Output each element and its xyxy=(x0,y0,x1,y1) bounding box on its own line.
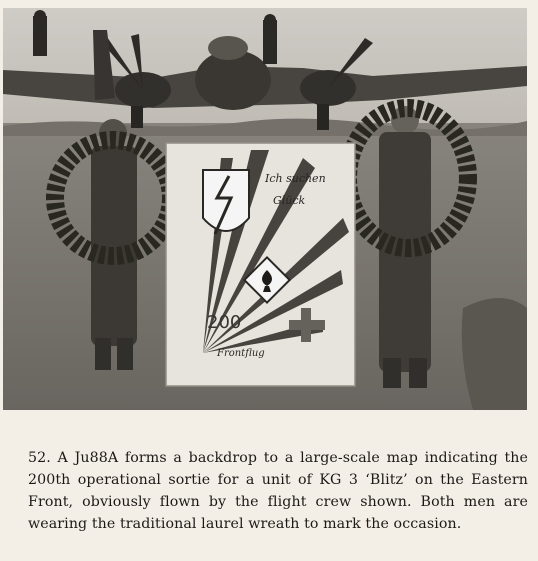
poster-line-1: Ich suchen xyxy=(265,172,326,185)
poster-line-4: Frontflug xyxy=(217,348,265,359)
photograph xyxy=(3,8,527,410)
photo-caption: 52. A Ju88A forms a backdrop to a large-scale map indicating the 200th operational sortie for a unit of KG 3 ‘Blitz’ on the Eastern Front, obviously flown by the flight crew shown. Both men are wearing the traditional laurel wreath to mark the occasion. xyxy=(28,450,528,533)
poster-number: 200 xyxy=(207,312,242,333)
photo-illustration xyxy=(3,8,527,410)
poster-line-2: Glück xyxy=(273,194,306,207)
